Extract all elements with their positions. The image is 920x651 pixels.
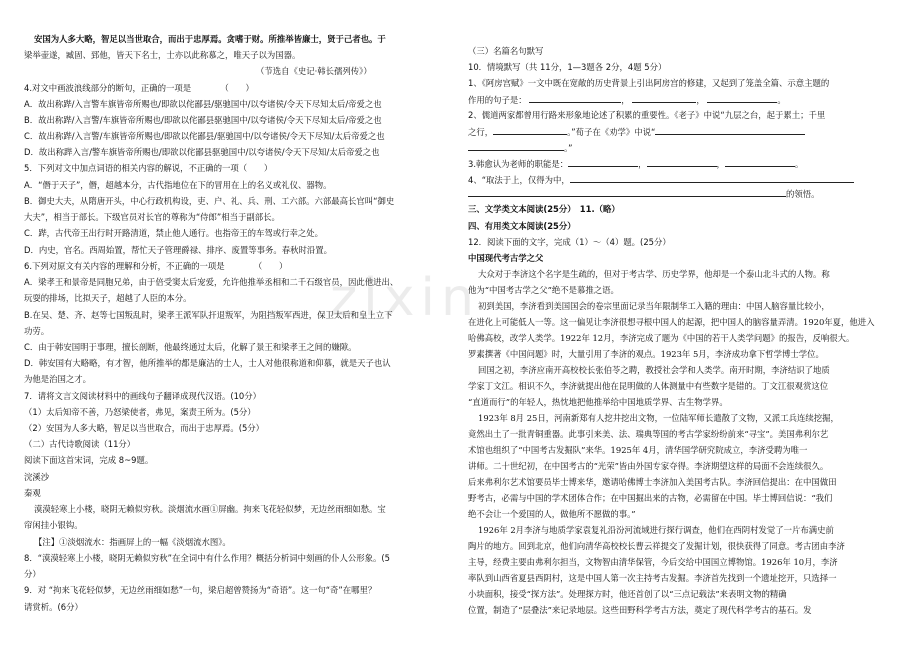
article-line: 他为“中国考古学之父”绝不是慕推之语。	[468, 285, 619, 295]
article-line: 讲师。二十世纪初，在中国考古的“光荣”皆由外国专家夺得。李济期望这样的局面不会连续很久。	[468, 461, 829, 471]
poem-note: 【注】①淡烟流水：指画屏上的一幅《淡烟流水图》。	[34, 537, 231, 547]
option-d: D．韩安国有大略略，有才智，他所推举的都是廉洁的士人，士人对他很称道和仰慕，就是天子也认	[24, 358, 391, 368]
article-line: 后来弗利尔艺术馆要员毕士博来华，邀请哈佛博士李济加入美国考古队。李济回信提出：在中国做田	[468, 477, 837, 487]
question-7-1: （1）太后知帝不善，乃怒梁使者，弗见，案责王所为。(5分）	[24, 407, 256, 417]
option-b-cont: 功劳。	[24, 326, 50, 336]
article-line: 术馆也组织了“中国考古发掘队”来华。1925年 4月，清华国学研究院成立，李济受聘为唯一	[468, 445, 808, 455]
question-12: 12．阅读下面的文字，完成（1）～（4）题。(25分）	[468, 237, 671, 247]
item-2-cont: 之行， 。”荀子在《劝学》中说“	[468, 126, 805, 138]
answer-blank[interactable]	[725, 158, 795, 167]
question-4: 4.对文中画波浪线部分的断句，正确的一项是 （ ）	[24, 83, 254, 93]
passage-source: （节选自《史记·韩长孺列传》）	[256, 66, 372, 76]
answer-blank[interactable]	[655, 126, 805, 135]
article-line: 1923年 8月 25日，河南新郑有人挖井挖出文物，一位陆军师长遣散了文物，又派工兵连续挖掘，	[478, 413, 839, 423]
article-line: 陶片的地方。回到北京，他们向清华高校校长曹云祥提交了发掘计划，很快获得了同意。考古团由李济	[468, 541, 845, 551]
answer-blank[interactable]	[493, 126, 567, 135]
answer-blank[interactable]	[570, 174, 854, 183]
question-9-cont: 请赏析。(6分）	[24, 602, 83, 612]
article-title: 中国现代考古学之父	[468, 253, 544, 263]
question-9: 9．对 “拘来飞花轻似梦，无边丝雨细如愁”一句，梁启超曾赞扬为“奇语”。这一句“奇”在哪里？	[24, 585, 377, 595]
article-line: 主导，经费主要由弗利尔担当，文物智由清华保管，今后交给中国国立博物馆。1926年 10月，李济	[468, 557, 838, 567]
article-line: 小块面积，接受“探方法”。处理探方时，他还首创了以“三点记载法”来表明文物的精确	[468, 589, 787, 599]
item-1-cont: 作用的句子是： ， ， 。	[468, 95, 786, 105]
option-c: C．故出称跸/入言警/车旗皆帝所赐也/即欲以侘鄙县/驱驰国中/以夸诸侯/令天下尽知/太后帝爱之也	[24, 131, 385, 141]
section-heading: （三）名篇名句默写	[468, 46, 544, 56]
question-8-cont: 分）	[24, 569, 41, 579]
question-7-2: （2）安国为人多大略，智足以当世取合，而出于忠厚焉。(5分）	[24, 423, 265, 433]
article-line: 野考古，必需与中国的学术团体合作；在中国掘出来的古物，必需留在中国。毕士博回信说：“我们	[468, 493, 833, 503]
article-line: 位置，制造了“层叠法”来记录地层。这些田野科学考古方法，奠定了现代科学考古的基石。发	[468, 605, 812, 615]
option-d-cont: 为他是治国之才。	[24, 374, 91, 384]
question-6: 6.下列对原文有关内容的理解和分析，不正确的一项是 （ ）	[24, 261, 288, 271]
passage-line: 安国为人多大略，智足以当世取合，而出于忠厚焉。贪嗜于财。所推举皆廉士，贤于己者也。于	[34, 34, 386, 44]
answer-blank[interactable]	[468, 142, 564, 151]
question-10: 10．情境默写（共 11分，1—3题各 2分，4题 5分）	[468, 62, 667, 72]
option-c: C．跸，古代帝王出行时开路清道，禁止他人通行。也指帝王的车驾或行幸之处。	[24, 228, 323, 238]
option-c: C．由于韩安国明于事理，擅长剖断，他最终通过太后，化解了景王和梁孝王之间的嫌隙。	[24, 342, 357, 352]
article-line: 在进化上可能低人一等。这一偏见让李济很想寻根中国人的起源，把中国人的脑容量弄清。1920年夏，他进入	[468, 317, 875, 327]
instruction: 阅读下面这首宋词，完成 8~9题。	[24, 455, 154, 465]
option-b-cont: 大夫”，相当于部长。下级官员对长官的尊称为“侍郎”相当于副部长。	[24, 212, 280, 222]
article-line: 罗素撰著《中国问题》时，大量引用了李济的观点。1923年 5月，李济成功拿下哲学博士学位。	[468, 349, 824, 359]
answer-blank[interactable]	[632, 94, 696, 103]
item-4-cont: 的领悟。	[468, 188, 820, 200]
option-b: B.在吴、楚、齐、赵等七国叛乱时，梁孝王派军队扞退叛军，为阻挡叛军西进，保卫太后和皇上立下	[24, 310, 393, 320]
poem-line: 帘闲挂小银钩。	[24, 520, 83, 530]
answer-blank[interactable]	[468, 188, 786, 197]
article-line: 哈佛高校，改学人类学。1922年 12月，李济完成了题为《中国的若干人类学问题》的报告，反响很大。	[468, 333, 855, 343]
option-a: A．梁孝王和景帝是同胞兄弟，由于倍受窦太后宠爱，允许他推举丞相和二千石级官员，因此他进出、	[24, 277, 399, 287]
option-a: A．“僭于天子”，僭，超越本分，古代指地位在下的冒用在上的名义或礼仪、器物。	[24, 180, 332, 190]
section-heading: 三、文学类文本阅读(25分） 11.（略）	[468, 204, 620, 214]
article-line: 学家丁文江。相识不久，李济就提出他在昆明做的人体测量中有些数字是错的。丁文江很观赏这位	[468, 381, 829, 391]
option-b: B．故出称跸/入言警/车旗皆帝所赐也/即欲以侘鄙县驱驰国中/以夸诸侯/令天下尽知太后/帝爱之也	[24, 115, 382, 125]
question-7: 7．请将文言文阅读材料中的画线句子翻译成现代汉语。(10分）	[24, 391, 262, 401]
item-4: 4、“取法于上，仅得为中，	[468, 174, 854, 186]
poem-line: 漠漠轻寒上小楼，晓阴无赖似穷秋。淡烟流水画①屏幽。拘来飞花轻似梦，无边丝雨细如愁。宝	[34, 504, 386, 514]
section-heading: （二）古代诗歌阅读（11分）	[24, 439, 136, 449]
answer-blank[interactable]	[647, 158, 717, 167]
question-5: 5．下列对文中加点词语的相关内容的解说，不正确的一项（ ）	[24, 163, 273, 173]
article-line: 率队到山西省夏县西阴村，这是中国人第一次主持考古发掘。李济首先找到一个遗址挖开，只选择一	[468, 573, 837, 583]
answer-blank[interactable]	[568, 158, 638, 167]
article-line: 初到美国，李济看到美国国会的卷宗里面记录当年限制华工入籍的理由：中国人脑容量比较小，	[478, 301, 830, 311]
article-line: 1926年 2月李济与地质学家袁复礼沿汾河流域进行探行调查，他们在西阴村发觉了一片布满史前	[478, 525, 834, 535]
option-b: B．御史大夫，从隋唐开头，中心行政机构设，吏、户、礼、兵、刑、工六部。六部最高长官叫“御史	[24, 196, 395, 206]
item-1: 1、《阿房宫赋》一文中既在宽敞的历史背景上引出阿房宫的修建，又起到了笼盖全篇、示意主题的	[468, 78, 830, 88]
question-8: 8．“漠漠轻寒上小楼，晓阴无赖似穷秋”在全词中有什么作用？概括分析词中刻画的仆人公形象。(5	[24, 553, 390, 563]
article-line: “直道而行”的年轻人，热忱地把他推举给中国地质学界、古生物学界。	[468, 397, 728, 407]
poem-tune: 浣溪沙	[24, 472, 50, 482]
option-d: D．故出称跸入言/警车旗皆帝所赐也/即欲以侘鄙县驱驰国中/以夸诸侯/令天下尽知/太后帝爱之也	[24, 147, 380, 157]
option-a-cont: 玩耍的排场，比拟天子，超越了人臣的本分。	[24, 293, 192, 303]
answer-blank[interactable]	[707, 94, 777, 103]
answer-blank[interactable]	[529, 94, 621, 103]
section-heading: 四、有用类文本阅读(25分）	[468, 221, 576, 231]
option-a: A．故出称跸/入言警车旗皆帝所赐也/即欲以侘鄙县/驱驰国中/以夸诸侯/令天下尽知太后/帝爱之也	[24, 99, 382, 109]
article-line: 回国之初，李济应南开高校校长张伯苓之聘，教授社会学和人类学。南开时期，李济结识了地质	[478, 365, 830, 375]
item-2-end: 。”	[468, 142, 573, 154]
article-line: 绝不会让一个爱国的人，做他所不愿做的事。”	[468, 509, 636, 519]
option-d: D．内史，官名。西周始置，帮忙天子管理爵禄、排序、废置等事务。春秋时沿置。	[24, 245, 332, 255]
poem-author: 秦观	[24, 488, 41, 498]
passage-line: 梁举壶遂，臧固、郅他，皆天下名士，士亦以此称慕之，唯天子以为国器。	[24, 50, 301, 60]
watermark: zixin	[330, 268, 480, 328]
article-line: 竟然出土了一批青铜重器。此事引来美、法、瑞典等国的考古学家纷纷前来“寻宝”。美国弗利尔艺	[468, 429, 829, 439]
item-2: 2、儒道两家都曾用行路来形象地论述了积累的重要性。《老子》中说“九层之台，起于累土；千里	[468, 110, 826, 120]
item-3: 3.韩愈认为老师的职能是： ， ， 。	[468, 159, 804, 169]
article-line: 大众对于李济这个名字是生疏的，但对于考古学、历史学界，他却是一个泰山北斗式的人物。称	[478, 269, 830, 279]
